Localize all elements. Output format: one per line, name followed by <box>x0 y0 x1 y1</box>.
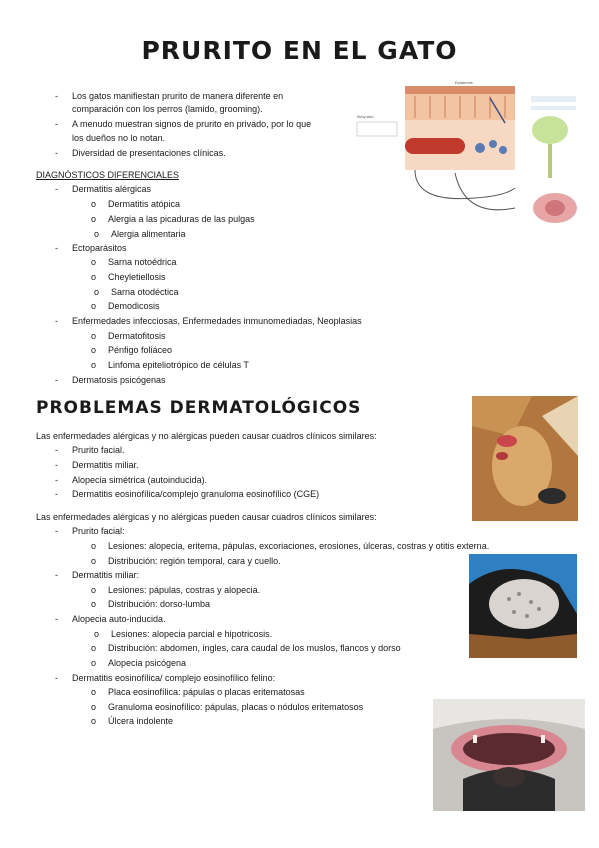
paragraph-1: Las enfermedades alérgicas y no alérgicas pueden causar cuadros clínicos similares: <box>36 431 377 441</box>
eosin-item: o Placa eosinofílica: pápulas o placas eritematosas <box>108 686 305 698</box>
alopecia-item: o Alopecia psicógena <box>108 657 186 669</box>
cat-mouth-photo <box>433 699 585 811</box>
cat-facial-photo <box>472 396 578 521</box>
dx-infec-item: o Linfoma epiteliotrópico de células T <box>108 359 249 371</box>
dx-alergicas: - Dermatitis alérgicas <box>72 183 151 195</box>
facial-item: o Distribución: región temporal, cara y cuello. <box>108 555 281 567</box>
dx-alergicas-item: o Dermatitis atópica <box>108 198 180 210</box>
eosin-item: o Úlcera indolente <box>108 715 173 727</box>
dx-ecto: - Ectoparásitos <box>72 242 127 254</box>
dx-infec-item: o Dermatofitosis <box>108 330 166 342</box>
dx-ecto-item: o Sarna notoédrica <box>108 256 177 268</box>
dx-alergicas-item: o Alergia a las picaduras de las pulgas <box>108 213 255 225</box>
alopecia-item: o Distribución: abdomen, ingles, cara caudal de los muslos, flancos y dorso <box>108 642 401 654</box>
intro-line-1: - Los gatos manifiestan prurito de manera diferente en <box>72 90 283 102</box>
page-title: PRURITO EN EL GATO <box>141 36 458 65</box>
intro-line-2: comparación con los perros (lamido, grooming). <box>72 104 263 114</box>
diagram-label-itchy-skin: Itchy skin <box>357 114 374 119</box>
eosin-item: o Granuloma eosinofílico: pápulas, placas o nódulos eritematosos <box>108 701 363 713</box>
miliar-heading: - Dermatitis miliar: <box>72 569 139 581</box>
alopecia-item: o Lesiones: alopecia parcial e hipotricosis. <box>111 628 272 640</box>
list1-item: - Dermatitis eosinofílica/complejo granuloma eosinofílico (CGE) <box>72 488 319 500</box>
diagram-label-epidermis: Epidermis <box>455 80 473 85</box>
pruritus-pathway-diagram <box>355 78 585 230</box>
dx-alergicas-item: o Alergia alimentaria <box>111 228 186 240</box>
dx-ecto-item: o Demodicosis <box>108 300 160 312</box>
dx-header: DIAGNÓSTICOS DIFERENCIALES <box>36 170 180 180</box>
dx-ecto-item: o Sarna otodéctica <box>111 286 179 298</box>
section-title-problemas: PROBLEMAS DERMATOLÓGICOS <box>36 398 362 418</box>
dx-infec: - Enfermedades infecciosas, Enfermedades inmunomediadas, Neoplasias <box>72 315 362 327</box>
dx-infec-item: o Pénfigo foliáceo <box>108 344 172 356</box>
list1-item: - Dermatitis miliar. <box>72 459 139 471</box>
miliar-item: o Distribución: dorso-lumba <box>108 598 210 610</box>
list1-item: - Alopecia simétrica (autoinducida). <box>72 474 207 486</box>
dx-psico: - Dermatosis psicógenas <box>72 374 166 386</box>
eosin-heading: - Dermatitis eosinofílica/ complejo eosinofílico felino: <box>72 672 275 684</box>
paragraph-2: Las enfermedades alérgicas y no alérgicas pueden causar cuadros clínicos similares: <box>36 512 377 522</box>
intro-line-4: los dueños no lo notan. <box>72 133 166 143</box>
intro-line-5: - Diversidad de presentaciones clínicas. <box>72 147 226 159</box>
facial-item: o Lesiones: alopecia, eritema, pápulas, excoriaciones, erosiones, úlceras, costras y otitis externa. <box>108 540 489 552</box>
intro-line-3: - A menudo muestran signos de prurito en privado, por lo que <box>72 118 311 130</box>
list1-item: - Prurito facial. <box>72 444 125 456</box>
alopecia-heading: - Alopecia auto-inducida. <box>72 613 166 625</box>
facial-heading: - Prurito facial: <box>72 525 125 537</box>
dx-ecto-item: o Cheyletiellosis <box>108 271 166 283</box>
miliar-item: o Lesiones: pápulas, costras y alopecia. <box>108 584 260 596</box>
cat-miliar-photo <box>469 554 577 658</box>
